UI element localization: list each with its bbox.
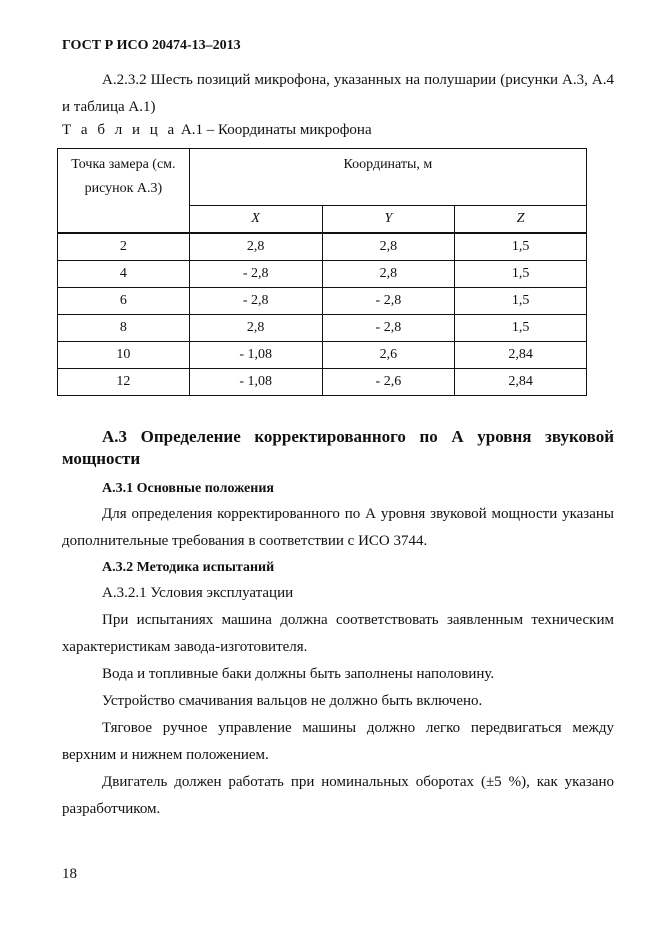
table-header-coordinates: Координаты, м [189,149,586,206]
intro-paragraph: А.2.3.2 Шесть позиций микрофона, указанных на полушарии (рисунки А.3, А.4 и таблица А.1) [62,72,614,115]
table-cell: - 2,6 [322,369,455,396]
table-row [58,369,587,396]
table-header-z: Z [455,206,587,234]
section-title: А.3 Определение корректированного по А уровня звуковой мощности [62,427,614,468]
table-row [58,233,587,261]
table-cell: 2,84 [455,369,587,396]
table-header-x: X [189,206,322,234]
table-cell: 1,5 [455,288,587,315]
subsection-title-method: А.3.2 Методика испытаний [102,560,275,575]
page-number: 18 [62,866,77,882]
table-cell: 2 [58,233,190,261]
table-cell: 2,8 [322,261,455,288]
coordinates-table [57,148,587,396]
table-cell: - 1,08 [189,369,322,396]
operating-conditions-heading: А.3.2.1 Условия эксплуатации [102,585,294,601]
table-cell: 1,5 [455,315,587,342]
table-cell: 2,8 [322,233,455,261]
table-cell: - 1,08 [189,342,322,369]
table-cell: 1,5 [455,261,587,288]
table-header-y: Y [322,206,455,234]
table-cell: - 2,8 [322,288,455,315]
table-cell: 2,8 [189,233,322,261]
document-header: ГОСТ Р ИСО 20474-13–2013 [62,38,241,53]
table-row [58,288,587,315]
table-row [58,342,587,369]
paragraph-tanks: Вода и топливные баки должны быть заполнены наполовину. [102,666,495,682]
table-row [58,315,587,342]
table-caption [62,122,372,139]
table-cell: 10 [58,342,190,369]
table-cell: 12 [58,369,190,396]
paragraph-wetting: Устройство смачивания вальцов не должно быть включено. [102,693,483,709]
table-cell: 4 [58,261,190,288]
table-row [58,261,587,288]
table-cell: 6 [58,288,190,315]
subsection-title-basics: А.3.1 Основные положения [102,481,274,496]
table-caption-title: А.1 – Координаты микрофона [177,122,372,138]
paragraph-engine: Двигатель должен работать при номинальных оборотах (±5 %), как указано разработчиком. [62,774,614,817]
table-cell: 2,6 [322,342,455,369]
paragraph-machine: При испытаниях машина должна соответствовать заявленным техническим характеристикам завода-изготовителя. [62,612,614,655]
table-header-point: Точка замера (см. рисунок А.3) [58,149,190,234]
table-cell: 8 [58,315,190,342]
table-cell: - 2,8 [322,315,455,342]
table-cell: 2,84 [455,342,587,369]
table-cell: 1,5 [455,233,587,261]
table-cell: 2,8 [189,315,322,342]
table-caption-prefix: Т а б л и ц а [62,122,178,138]
table-cell: - 2,8 [189,288,322,315]
paragraph-control: Тяговое ручное управление машины должно легко передвигаться между верхним и нижнем положением. [62,720,614,763]
basics-paragraph: Для определения корректированного по А уровня звуковой мощности указаны дополнительные требования в соответствии с ИСО 3744. [62,506,614,549]
table-cell: - 2,8 [189,261,322,288]
